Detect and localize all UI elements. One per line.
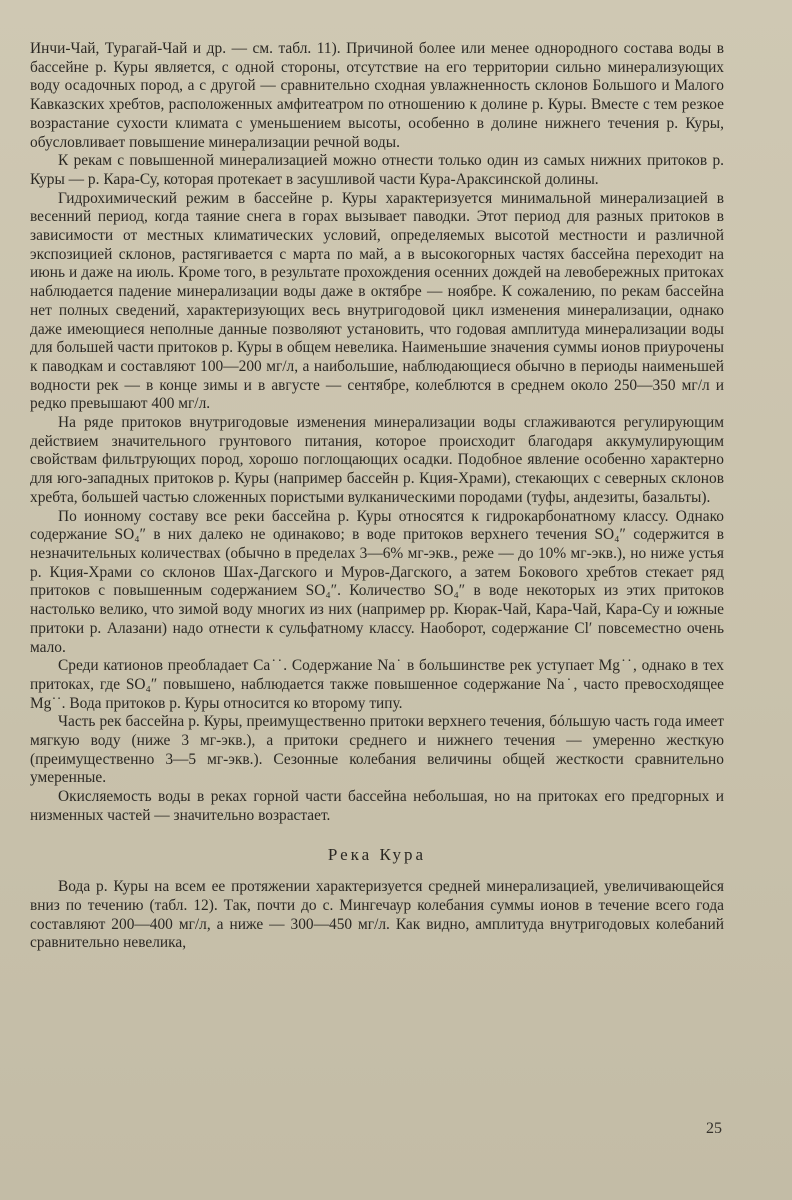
paragraph-7: Часть рек бассейна р. Куры, преимущественно притоки верхнего течения, бóльшую часть года имеет мягкую воду (ниже 3 мг-экв.), а притоки среднего и нижнего течения — умеренно жесткую (преимущественно 3—5 мг-экв.). Сезонные колебания величины общей жесткости сравнительно умеренные. bbox=[30, 713, 724, 787]
paragraph-5: По ионному составу все реки бассейна р. Куры относятся к гидрокарбонатному классу. Однако содержание SO₄″ в них далеко не одинаково; в воде притоков верхнего течения SO₄″ содержится в незначительных количествах (обычно в пределах 3—6% мг-экв., реже — до 10% мг-экв.), но ниже устья р. Кция-Храми со склонов Шах-Дагского и Муров-Дагского, а затем Бокового хребтов стекает ряд притоков с повышенным содержанием SO₄″. Количество SO₄″ в воде некоторых из этих притоков настолько велико, что зимой воду многих из них (например рр. Кюрак-Чай, Кара-Чай, Кара-Су и южные притоки р. Алазани) надо отнести к сульфатному классу. Наоборот, содержание Cl′ повсеместно очень мало. bbox=[30, 507, 724, 656]
paragraph-8: Окисляемость воды в реках горной части бассейна небольшая, но на притоках его предгорных и низменных частей — значительно возрастает. bbox=[30, 788, 724, 824]
paragraph-3: Гидрохимический режим в бассейне р. Куры характеризуется минимальной минерализацией в весенний период, когда таяние снега в горах вызывает паводки. Этот период для разных притоков в зависимости от местных климатических условий, определяемых высотой местности и различной экспозицией склонов, растягивается с марта по май, а в высокогорных частях бассейна переходит на июнь и даже на июль. Кроме того, в результате прохождения осенних дождей на левобережных притоках наблюдается падение минерализации воды даже в октябре — ноябре. К сожалению, по рекам бассейна нет полных сведений, характеризующих весь внутригодовой цикл изменения минерализации, однако даже имеющиеся неполные данные позволяют установить, что годовая амплитуда минерализации воды для большей части притоков р. Куры в общем невелика. Наименьшие значения суммы ионов приурочены к паводкам и составляют 100—200 мг/л, а наибольшие, наблюдающиеся обычно в периоды наименьшей водности рек — в конце зимы и в августе — сентябре, колеблются в среднем около 250—350 мг/л и редко превышают 400 мг/л. bbox=[30, 189, 724, 413]
page-number: 25 bbox=[706, 1120, 722, 1137]
paragraph-6: Среди катионов преобладает Ca˙˙. Содержание Na˙ в большинстве рек уступает Mg˙˙, однако в тех притоках, где SO₄″ повышено, наблюдается также повышенное содержание Na˙, часто превосходящее Mg˙˙. Вода притоков р. Куры относится ко второму типу. bbox=[30, 657, 724, 712]
paragraph-4: На ряде притоков внутригодовые изменения минерализации воды сглаживаются регулирующим действием значительного грунтового питания, которое происходит благодаря аккумулирующим свойствам фильтрующих пород, хорошо поглощающих осадки. Подобное явление особенно характерно для юго-западных притоков р. Куры (например бассейн р. Кция-Храми), стекающих с северных склонов хребта, большей частью сложенных пористыми вулканическими породами (туфы, андезиты, базальты). bbox=[30, 414, 724, 506]
section-heading: Река Кура bbox=[327, 844, 427, 864]
paragraph-1: Инчи-Чай, Турагай-Чай и др. — см. табл. 11). Причиной более или менее однородного состава воды в бассейне р. Куры является, с одной стороны, отсутствие на его территории сильно минерализующих воду осадочных пород, а с другой — сравнительно сходная увлажненность склонов Большого и Малого Кавказских хребтов, расположенных амфитеатром по отношению к долине р. Куры. Вместе с тем резкое возрастание сухости климата с уменьшением высоты, особенно в долине нижнего течения р. Куры, обусловливает повышение минерализации речной воды. bbox=[30, 40, 724, 151]
paragraph-9: Вода р. Куры на всем ее протяжении характеризуется средней минерализацией, увеличивающейся вниз по течению (табл. 12). Так, почти до с. Мингечаур колебания суммы ионов в течение всего года составляют 200—400 мг/л, а ниже — 300—450 мг/л. Как видно, амплитуда внутригодовых колебаний сравнительно невелика, bbox=[30, 878, 724, 952]
main-text bbox=[30, 40, 724, 953]
paragraph-2: К рекам с повышенной минерализацией можно отнести только один из самых нижних притоков р. Куры — р. Кара-Су, которая протекает в засушливой части Кура-Араксинской долины. bbox=[30, 152, 724, 188]
